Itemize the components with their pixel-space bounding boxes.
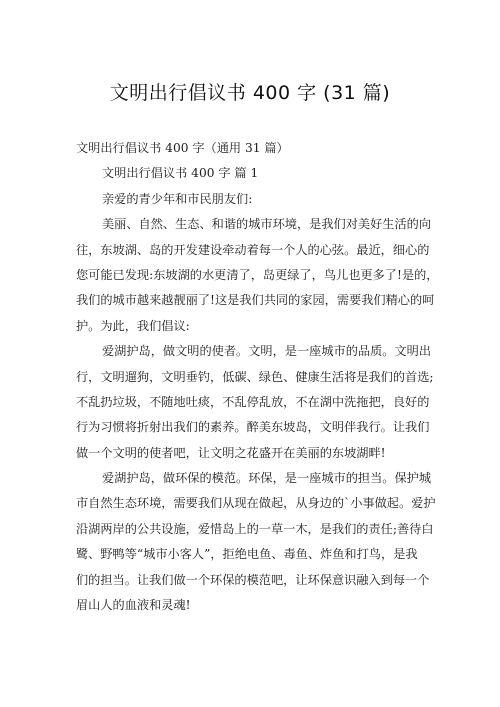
paragraph-line: 沿湖两岸的公共设施，爱惜岛上的一草一木，是我们的责任;善待白 (76, 521, 434, 536)
paragraph-line: 爱湖护岛，做环保的模范。环保，是一座城市的担当。保护城 (102, 471, 432, 486)
paragraph-line: 我们的城市越来越靓丽了!这是我们共同的家园，需要我们精心的呵 (76, 293, 435, 308)
paragraph-line: 做一个文明的使者吧，让文明之花盛开在美丽的东坡湖畔! (76, 445, 386, 460)
paragraph-line: 往，东坡湖、岛的开发建设牵动着每一个人的心弦。最近，细心的 (76, 242, 430, 257)
paragraph-line: 不乱扔垃圾，不随地吐痰，不乱停乱放，不在湖中洗拖把，良好的 (76, 394, 430, 409)
paragraph-line: 美丽、自然、生态、和谐的城市环境，是我们对美好生活的向 (102, 217, 432, 232)
document-title: 文明出行倡议书 400 字 (31 篇) (109, 82, 391, 104)
subtitle-line: 文明出行倡议书 400 字（通用 31 篇） (76, 141, 289, 155)
paragraph-line: 市自然生态环境，需要我们从现在做起，从身边的`小事做起。爱护 (76, 496, 436, 511)
paragraph-line: 行，文明遛狗，文明垂钓，低碳、绿色、健康生活将是我们的首选; (76, 369, 434, 384)
paragraph-line: 护。为此，我们倡议: (76, 318, 190, 333)
section-heading: 文明出行倡议书 400 字 篇 1 (102, 166, 259, 181)
paragraph-line: 行为习惯将折射出我们的素养。醉美东坡岛，文明伴我行。让我们 (76, 420, 430, 435)
salutation: 亲爱的青少年和市民朋友们: (102, 191, 253, 206)
paragraph-line: 们的担当。让我们做一个环保的模范吧，让环保意识融入到每一个 (76, 572, 430, 587)
paragraph-line: 鹭、野鸭等“城市小客人”，拒绝电鱼、毒鱼、炸鱼和打鸟，是我 (76, 547, 418, 562)
paragraph-line: 爱湖护岛，做文明的使者。文明，是一座城市的品质。文明出 (102, 344, 432, 359)
document-body (76, 136, 438, 618)
paragraph-line: 眉山人的血液和灵魂! (76, 598, 191, 613)
paragraph-line: 您可能已发现:东坡湖的水更清了，岛更绿了，鸟儿也更多了!是的， (76, 267, 438, 282)
